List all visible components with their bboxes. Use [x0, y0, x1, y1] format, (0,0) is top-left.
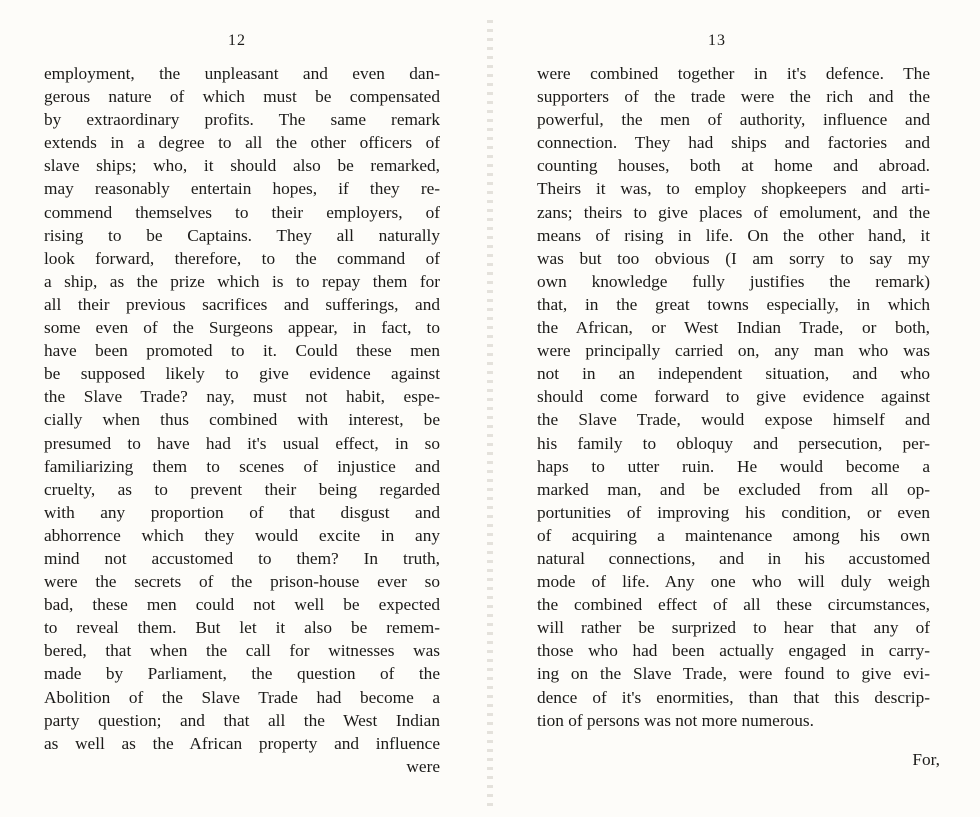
- text-line: mind not accustomed to them? In truth,: [44, 548, 440, 568]
- text-line: the combined effect of all these circumstances,: [537, 595, 930, 615]
- text-line: gerous nature of which must be compensated: [44, 87, 440, 107]
- text-line: party question; and that all the West Indian: [44, 710, 440, 730]
- text-line: bad, these men could not well be expected: [44, 595, 440, 615]
- text-line: the African, or West Indian Trade, or both,: [537, 318, 930, 338]
- text-line: means of rising in life. On the other hand, it: [537, 225, 930, 245]
- text-line: as well as the African property and influence: [44, 733, 440, 753]
- text-line: zans; theirs to give places of emolument, and the: [537, 202, 930, 222]
- text-line: natural connections, and in his accustomed: [537, 548, 930, 568]
- text-line: with any proportion of that disgust and: [44, 502, 440, 522]
- text-line: tion of persons was not more numerous.: [537, 710, 814, 730]
- text-line: own knowledge fully justifies the remark): [537, 271, 930, 291]
- text-line: cially when thus combined with interest, be: [44, 410, 440, 430]
- text-line: a ship, as the prize which is to repay them for: [44, 271, 440, 291]
- page-number: 12: [228, 32, 246, 49]
- text-line: abhorrence which they would excite in any: [44, 525, 440, 545]
- text-line: to reveal them. But let it also be remem-: [44, 618, 440, 638]
- text-line: may reasonably entertain hopes, if they re-: [44, 179, 440, 199]
- text-line: have been promoted to it. Could these men: [44, 341, 440, 361]
- text-line: marked man, and be excluded from all op-: [537, 479, 930, 499]
- text-line: ing on the Slave Trade, were found to give evi-: [537, 664, 930, 684]
- text-line: rising to be Captains. They all naturally: [44, 225, 440, 245]
- text-line: look forward, therefore, to the command of: [44, 248, 440, 268]
- left-page-text: [44, 62, 440, 778]
- text-line: extends in a degree to all the other officers of: [44, 133, 440, 153]
- text-line: were principally carried on, any man who was: [537, 341, 930, 361]
- text-line: counting houses, both at home and abroad.: [537, 156, 930, 176]
- text-line: connection. They had ships and factories and: [537, 133, 930, 153]
- text-line: dence of it's enormities, than that this descrip-: [537, 687, 930, 707]
- text-line: be supposed likely to give evidence against: [44, 364, 440, 384]
- catchword: were: [406, 756, 440, 776]
- text-line: were combined together in it's defence. The: [537, 64, 930, 83]
- text-line: that, in the great towns especially, in which: [537, 294, 930, 314]
- text-line: mode of life. Any one who will duly weigh: [537, 572, 930, 592]
- right-page: [490, 0, 980, 817]
- text-line: Abolition of the Slave Trade had become a: [44, 687, 440, 707]
- text-line: presumed to have had it's usual effect, in so: [44, 433, 440, 453]
- text-line: were the secrets of the prison-house ever so: [44, 572, 440, 592]
- text-line: supporters of the trade were the rich and the: [537, 87, 930, 107]
- text-line: all their previous sacrifices and sufferings, and: [44, 294, 440, 314]
- text-line: the Slave Trade, would expose himself and: [537, 410, 930, 430]
- text-line: those who had been actually engaged in carry-: [537, 641, 930, 661]
- text-line: slave ships; who, it should also be remarked,: [44, 156, 440, 176]
- page-number: 13: [708, 32, 726, 49]
- text-line: the Slave Trade? nay, must not habit, espe-: [44, 387, 440, 407]
- text-line: employment, the unpleasant and even dan-: [44, 64, 440, 83]
- text-line: powerful, the men of authority, influence and: [537, 110, 930, 130]
- text-line: familiarizing them to scenes of injustice and: [44, 456, 440, 476]
- right-page-text: [537, 62, 930, 732]
- text-line: should come forward to give evidence against: [537, 387, 930, 407]
- text-line: will rather be surprized to hear that any of: [537, 618, 930, 638]
- text-line: some even of the Surgeons appear, in fact, to: [44, 318, 440, 338]
- text-line: haps to utter ruin. He would become a: [537, 456, 930, 476]
- catchword: For,: [912, 750, 940, 769]
- text-line: was but too obvious (I am sorry to say my: [537, 248, 930, 268]
- text-line: not in an independent situation, and who: [537, 364, 930, 384]
- text-line: of acquiring a maintenance among his own: [537, 525, 930, 545]
- text-line: by extraordinary profits. The same remark: [44, 110, 440, 130]
- text-line: made by Parliament, the question of the: [44, 664, 440, 684]
- text-line: Theirs it was, to employ shopkeepers and arti-: [537, 179, 930, 199]
- text-line: commend themselves to their employers, of: [44, 202, 440, 222]
- text-line: portunities of improving his condition, or even: [537, 502, 930, 522]
- text-line: bered, that when the call for witnesses was: [44, 641, 440, 661]
- text-line: cruelty, as to prevent their being regarded: [44, 479, 440, 499]
- text-line: his family to obloquy and persecution, per-: [537, 433, 930, 453]
